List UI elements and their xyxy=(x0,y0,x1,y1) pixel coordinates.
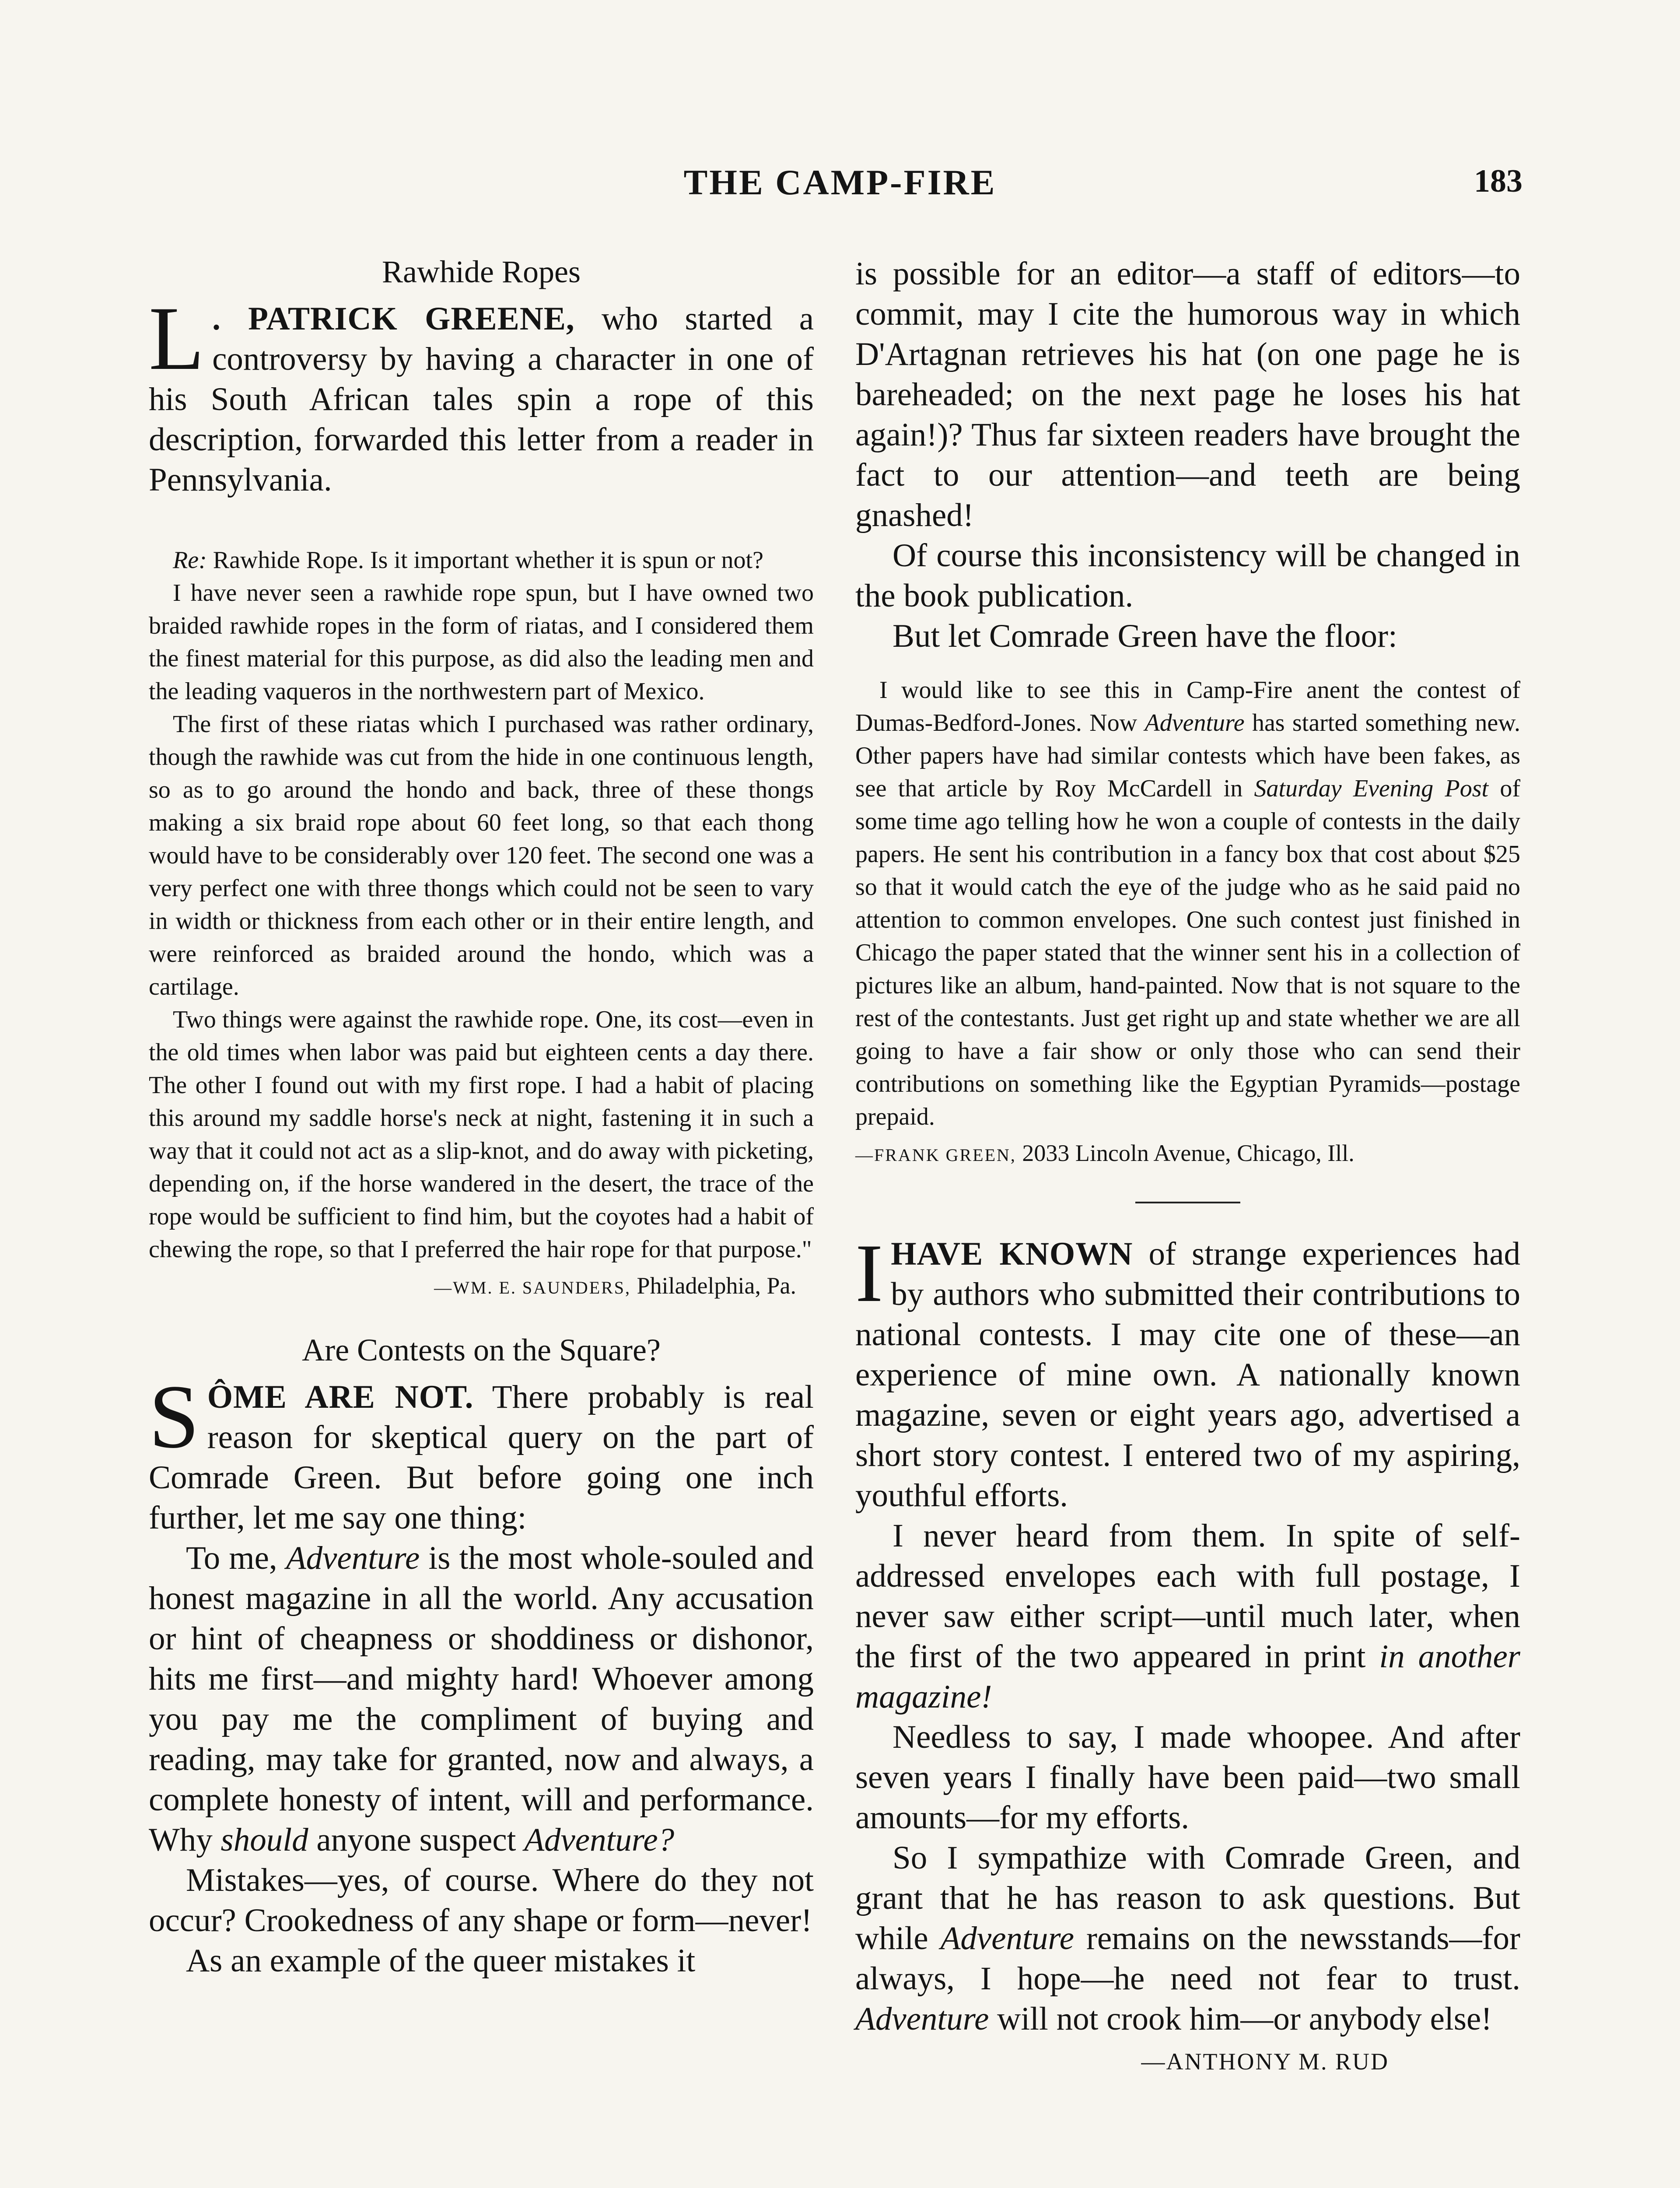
green-letter-italic-2: Saturday Evening Post xyxy=(1254,775,1489,802)
running-title: THE CAMP-FIRE xyxy=(683,162,997,202)
rawhide-lead-caps: . PATRICK GREENE, xyxy=(212,301,575,337)
rud-p3-italic-1: Adventure xyxy=(940,1920,1074,1957)
green-letter-text xyxy=(855,674,1520,1133)
letter-paragraph-3: Two things were against the rawhide rope. One, its cost—even in the old times when labor was paid but eighteen cents a day there. The other I found out with my first rope. I had a habit of placing this around my saddle horse's neck at night, fastening it in such a way that it could not act as a slip-knot, and do away with picketing, depending on, if the horse wandered in the desert, the trace of the rope would be sufficient to find him, but the coyotes had a habit of chewing the rope, so that I preferred the hair rope for that purpose." xyxy=(149,1006,814,1263)
rud-p3-italic-2: Adventure xyxy=(855,2001,989,2037)
contests-p1-c: anyone suspect xyxy=(308,1822,525,1858)
contests-paragraph-1 xyxy=(149,1538,814,1860)
rawhide-lead-rest: who started a controversy by having a character in one of his South African tales spin a rope of this description, forwarded this letter from a reader in Pennsylvania. xyxy=(149,301,814,498)
contests-lead-rest: There probably is real reason for skeptical query on the part of Comrade Green. But before going one inch further, let me say one thing: xyxy=(149,1379,814,1536)
rud-p1-italic: in another magazine! xyxy=(855,1638,1520,1715)
green-letter xyxy=(855,674,1520,1167)
contests-paragraph-3-continued: is possible for an editor—a staff of editors—to commit, may I cite the humorous way in which D'Artagnan retrieves his hat (on one page he is bareheaded; on the next page he loses his hat again!)? Thus far sixteen readers have brought the fact to our attention—and teeth are being gnashed! xyxy=(855,256,1520,533)
rud-p3-a: So I sympathize with Comrade Green, and grant that he has reason to ask questions. But while xyxy=(855,1840,1520,1957)
dropcap-l: L xyxy=(149,288,205,389)
saunders-signature xyxy=(149,1272,796,1299)
rud-p1-a: I never heard from them. In spite of self-addressed envelopes each with full postage, I never saw either script—until much later, when the first of the two appeared in print xyxy=(855,1518,1520,1675)
rud-p3-b: remains on the newsstands—for always, I hope—he need not fear to trust. xyxy=(855,1920,1520,1997)
rud-paragraph-3 xyxy=(855,1838,1520,2039)
rud-intro xyxy=(855,1227,1520,1516)
letter-paragraph-2: The first of these riatas which I purchased was rather ordinary, though the rawhide was cut from the hide in one continuous length, so as to go around the hondo and back, three of these thongs making a six braid rope about 60 feet long, so that each thong would have to be considerably over 120 feet. The second one was a very perfect one with three thongs which could not be seen to vary in width or thickness from each other or in their entire length, and were reinforced as braided around the hondo, which was a cartilage. xyxy=(149,711,814,1000)
dropcap-i: I xyxy=(855,1227,883,1319)
green-letter-c: of some time ago telling how he won a couple of contests in the daily papers. He sent his contribution in a fancy box that cost about $25 so that it would catch the eye of the judge who as he said paid no attention to common envelopes. One such contest just finished in Chicago the paper stated that the winner sent his in a collection of pictures like an album, hand-painted. Now that is not square to the rest of the contestants. Just get right up and state whether we are all going to have a fair show or only those who can send their contributions on something like the Egyptian Pyramids—postage prepaid. xyxy=(855,775,1520,1130)
left-column xyxy=(149,254,814,1981)
green-signature-name: —FRANK GREEN, xyxy=(855,1145,1016,1165)
contests-paragraph-5: But let Comrade Green have the floor: xyxy=(892,618,1397,654)
contests-p1-a: To me, xyxy=(186,1540,286,1576)
section-heading-rawhide: Rawhide Ropes xyxy=(382,254,581,289)
rud-lead-caps: HAVE KNOWN xyxy=(891,1236,1133,1272)
contests-paragraph-4: Of course this inconsistency will be changed in the book publication. xyxy=(855,537,1520,614)
contests-p1-b: is the most whole-souled and honest magazine in all the world. Any accusation or hint of cheapness or shoddiness or dishonor, hits me first—and mighty hard! Whoever among you pay me the compliment of buying and reading, may take for granted, now and always, a complete honesty of intent, will and performance. Why xyxy=(149,1540,814,1858)
letter-re-line xyxy=(149,544,814,577)
contests-p1-italic-3: Adventure? xyxy=(524,1822,675,1858)
rawhide-intro xyxy=(149,288,814,500)
contests-p1-italic-2: should xyxy=(220,1822,308,1858)
contests-p1-italic-1: Adventure xyxy=(286,1540,420,1576)
green-signature xyxy=(855,1140,1503,1167)
contests-lead-caps: ÔME ARE NOT. xyxy=(207,1379,474,1415)
page-number: 183 xyxy=(1474,163,1522,199)
green-letter-a: I would like to see this in Camp-Fire anent the contest of Dumas-Bedford-Jones. Now xyxy=(855,677,1520,736)
rud-paragraph-1 xyxy=(855,1516,1520,1717)
rud-p3-c: will not crook him—or anybody else! xyxy=(989,2001,1492,2037)
rud-signature: —ANTHONY M. RUD xyxy=(1141,2048,1389,2075)
green-letter-italic-1: Adventure xyxy=(1144,709,1245,736)
green-signature-place: 2033 Lincoln Avenue, Chicago, Ill. xyxy=(1016,1140,1354,1166)
contests-paragraph-2: Mistakes—yes, of course. Where do they not occur? Crookedness of any shape or form—never! xyxy=(149,1862,814,1939)
saunders-letter xyxy=(149,544,814,1299)
saunders-signature-place: Philadelphia, Pa. xyxy=(631,1273,796,1299)
contests-paragraph-3-start: As an example of the queer mistakes it xyxy=(186,1943,696,1979)
letter-re-text: Rawhide Rope. Is it important whether it is spun or not? xyxy=(206,547,763,574)
saunders-signature-name: —WM. E. SAUNDERS, xyxy=(434,1278,631,1297)
green-letter-b: has started something new. Other papers have had similar contests which have been fakes, as see that article by Roy McCardell in xyxy=(855,709,1520,802)
rud-paragraph-2: Needless to say, I made whoopee. And after seven years I finally have been paid—two small amounts—for my efforts. xyxy=(855,1719,1520,1836)
letter-paragraph-1: I have never seen a rawhide rope spun, but I have owned two braided rawhide ropes in the form of riatas, and I considered them the finest material for this purpose, as did also the leading men and the leading vaqueros in the northwestern part of Mexico. xyxy=(149,579,814,705)
contests-intro xyxy=(149,1366,814,1538)
section-heading-contests: Are Contests on the Square? xyxy=(302,1332,661,1368)
dropcap-s: S xyxy=(149,1366,200,1467)
rud-lead-rest: of strange experiences had by authors who submitted their contributions to national contests. I may cite one of these—an experience of mine own. A nationally known magazine, seven or eight years ago, advertised a short story contest. I entered two of my aspiring, youthful efforts. xyxy=(855,1236,1520,1514)
section-divider xyxy=(1135,1202,1240,1203)
letter-re-label: Re: xyxy=(173,547,207,574)
right-column xyxy=(855,254,1520,2075)
